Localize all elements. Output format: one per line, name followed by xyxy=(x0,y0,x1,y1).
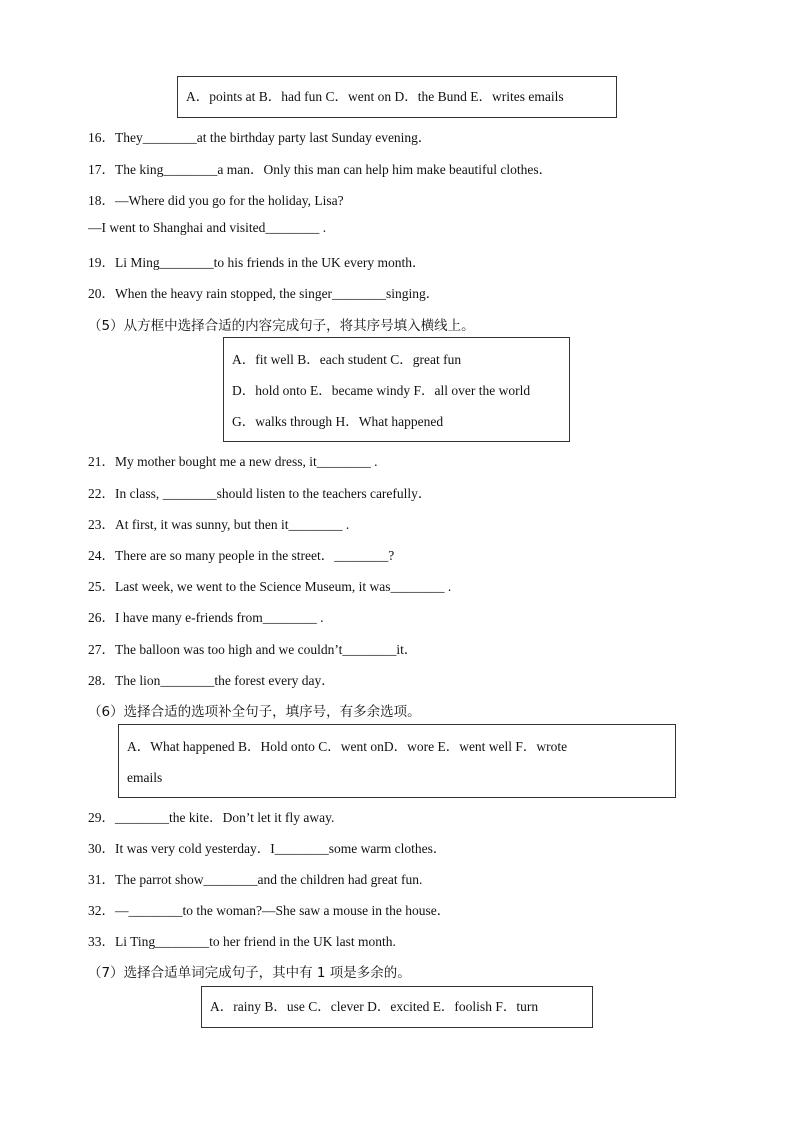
options-box-3 xyxy=(118,724,676,798)
question-26: 26．I have many e-friends from________ . xyxy=(88,610,324,625)
question-27: 27．The balloon was too high and we couldn’t________it． xyxy=(88,642,418,657)
question-32: 32．—________to the woman?—She saw a mouse in the house． xyxy=(88,903,451,918)
options-box-2-line-3: G．walks through H．What happened xyxy=(232,414,444,429)
question-33: 33．Li Ting________to her friend in the UK last month. xyxy=(88,934,396,949)
options-box-3-line-1: A．What happened B．Hold onto C．went onD．wore E．went well F．wrote xyxy=(127,739,568,754)
question-21: 21．My mother bought me a new dress, it________ . xyxy=(88,454,378,469)
question-25: 25．Last week, we went to the Science Museum, it was________ . xyxy=(88,579,452,594)
options-box-2 xyxy=(223,337,570,442)
options-box-1-line: A．points at B．had fun C．went on D．the Bund E．writes emails xyxy=(186,89,564,104)
question-24: 24．There are so many people in the street．________? xyxy=(88,548,395,563)
options-box-4 xyxy=(201,986,593,1028)
question-17: 17．The king________a man．Only this man can help him make beautiful clothes． xyxy=(88,162,553,177)
question-28: 28．The lion________the forest every day． xyxy=(88,673,335,688)
question-30: 30．It was very cold yesterday．I________some warm clothes． xyxy=(88,841,447,856)
question-23: 23．At first, it was sunny, but then it________ . xyxy=(88,517,350,532)
section-5-heading: （5）从方框中选择合适的内容完成句子，将其序号填入横线上。 xyxy=(88,318,475,334)
options-box-2-line-2: D．hold onto E．became windy F．all over the world xyxy=(232,383,531,398)
question-31: 31．The parrot show________and the children had great fun. xyxy=(88,872,423,887)
question-16: 16．They________at the birthday party last Sunday evening． xyxy=(88,130,432,145)
options-box-2-line-1: A．fit well B．each student C．great fun xyxy=(232,352,462,367)
options-box-1 xyxy=(177,76,617,118)
options-box-4-line: A．rainy B．use C．clever D．excited E．foolish F．turn xyxy=(210,999,539,1014)
question-18-prompt: 18．—Where did you go for the holiday, Lisa? xyxy=(88,193,344,208)
question-22: 22．In class, ________should listen to the teachers carefully． xyxy=(88,486,432,501)
question-20: 20．When the heavy rain stopped, the singer________singing． xyxy=(88,286,440,301)
section-7-heading: （7）选择合适单词完成句子，其中有 1 项是多余的。 xyxy=(88,965,411,981)
options-box-3-line-2: emails xyxy=(127,770,163,785)
question-19: 19．Li Ming________to his friends in the UK every month． xyxy=(88,255,426,270)
section-6-heading: （6）选择合适的选项补全句子，填序号，有多余选项。 xyxy=(88,704,421,720)
question-29: 29．________the kite．Don’t let it fly away. xyxy=(88,810,335,825)
question-18-answer: —I went to Shanghai and visited________ . xyxy=(88,220,327,235)
